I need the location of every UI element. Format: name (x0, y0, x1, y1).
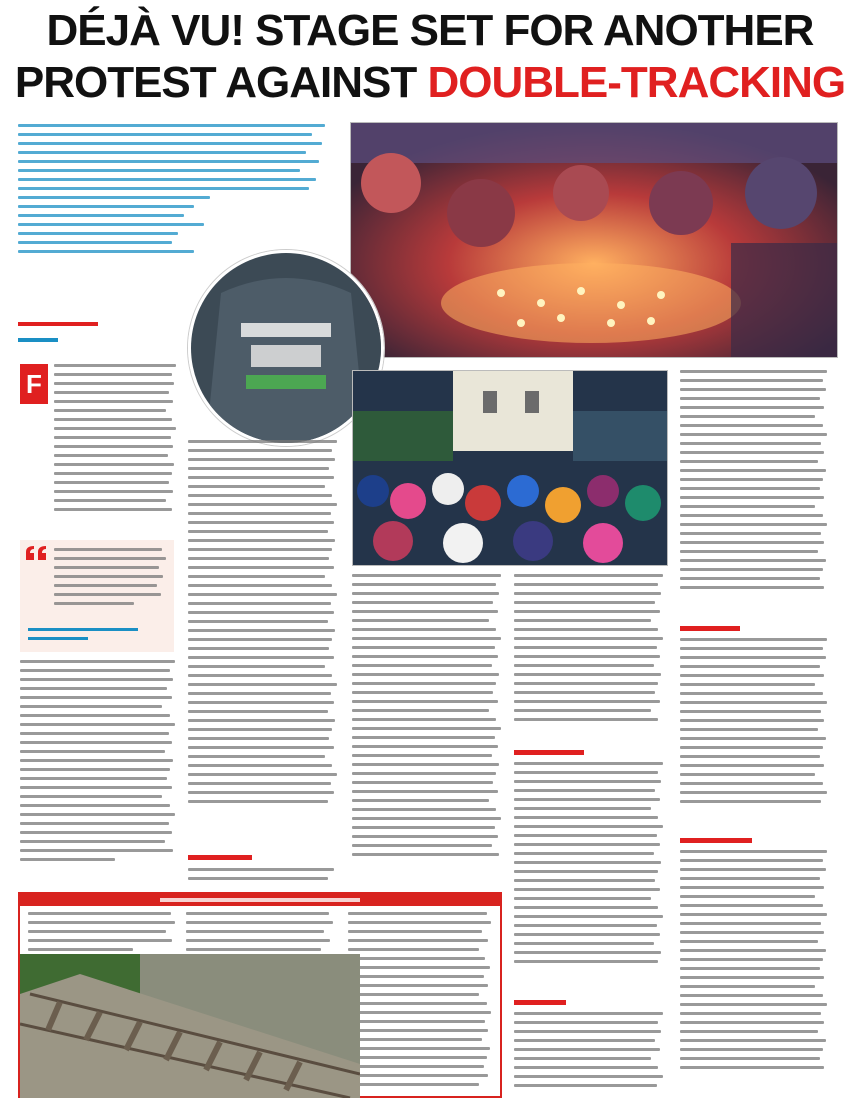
candle-vigil-photo (350, 122, 838, 358)
body-column-5-tail (680, 850, 830, 1098)
quote-mark-icon (26, 546, 48, 560)
headline-line-2 (0, 58, 860, 108)
byline-author (18, 322, 98, 326)
body-column-4-tail (514, 1012, 666, 1098)
drop-cap: F (20, 364, 48, 404)
night-protest-crowd-photo (352, 370, 668, 566)
body-column-3 (352, 574, 504, 890)
pull-quote-attribution (28, 628, 138, 631)
body-column-5-mid (680, 638, 830, 828)
body-column-2 (188, 440, 340, 848)
bottom-box-text-1 (28, 912, 178, 952)
banner-text-placeholder (160, 898, 360, 902)
headline-line-1: DÉJÀ VU! STAGE SET FOR ANOTHER (46, 6, 814, 55)
byline-place (18, 338, 58, 342)
body-column-5 (680, 370, 830, 616)
subhead-col-4b (514, 1000, 566, 1005)
bottom-box-text-3 (348, 912, 494, 1092)
subhead-col-5a (680, 626, 740, 631)
pull-quote-box (20, 540, 174, 652)
headline-part-red: DOUBLE-TRACKING (427, 58, 846, 107)
subhead-col-4 (514, 750, 584, 755)
railway-track-photo (20, 954, 360, 1098)
headline-part-black: PROTEST AGAINST (14, 58, 428, 107)
subhead-col-5b (680, 838, 752, 843)
body-column-2-tail (188, 868, 340, 890)
subhead-col-2 (188, 855, 252, 860)
body-column-1 (54, 364, 178, 534)
body-column-1-lower (20, 660, 178, 888)
body-column-4 (514, 574, 666, 742)
body-column-4-mid (514, 762, 666, 992)
